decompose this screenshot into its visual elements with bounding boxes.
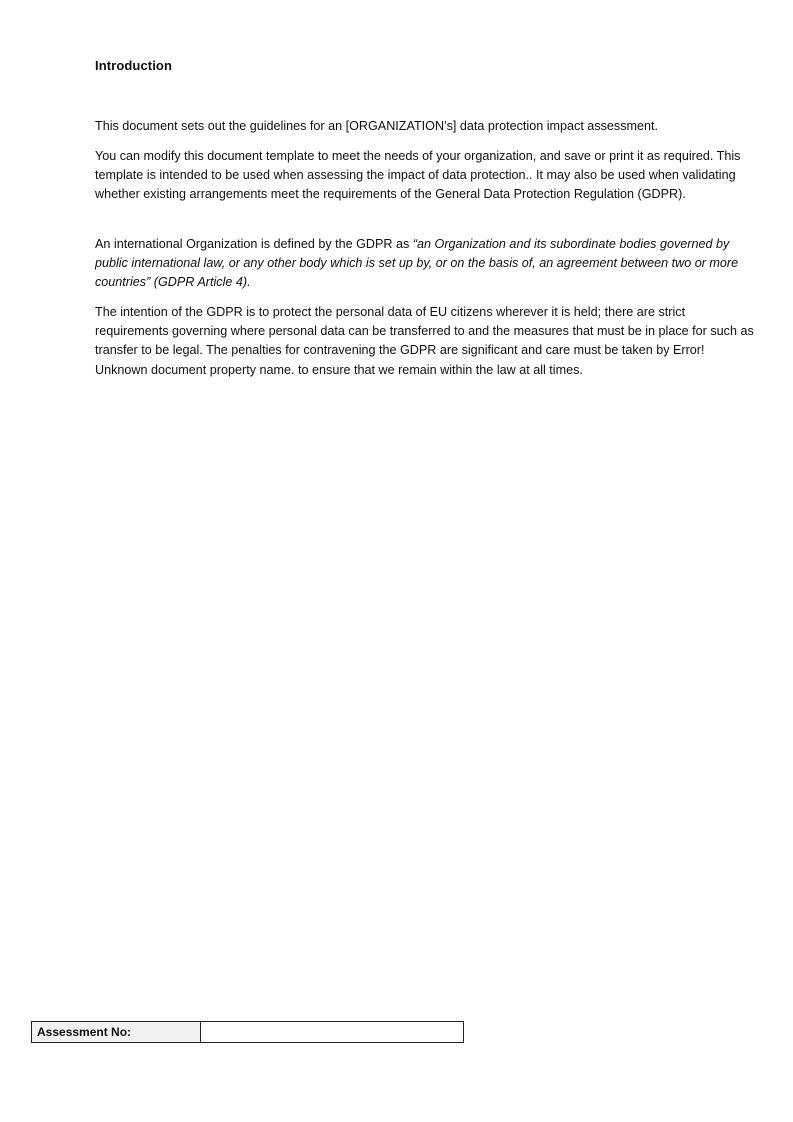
paragraph-purpose: This document sets out the guidelines for an [ORGANIZATION’s] data protection impact assessment. [95,119,659,133]
assessment-number-value [201,1022,463,1042]
assessment-number-label: Assessment No: [32,1022,201,1042]
gdpr-definition-quote: “an Organization and its subordinate bodies governed by public international law, or any other body which is set up by, or on the basis of, an agreement between two or more countries” (GDPR Article 4). [95,237,739,290]
assessment-number-table [31,1021,464,1043]
paragraph-gdpr-intention: The intention of the GDPR is to protect the personal data of EU citizens wherever it is held; there are strict requirements governing where personal data can be transferred to and the measures that must be in place for such as transfer to be legal. The penalties for contravening the GDPR are significant and care must be taken by Error! Unknown document property name. to ensure that we remain within the law at all times. [95,305,754,377]
section-heading: Introduction [95,58,173,73]
paragraph-international-organization [95,235,755,293]
paragraph-template-usage: You can modify this document template to meet the needs of your organization, and save or print it as required. This template is intended to be used when assessing the impact of data protection.. It may also be used when validating whether existing arrangements meet the requirements of the General Data Protection Regulation (GDPR). [95,149,741,202]
paragraph-international-organization-lead: An international Organization is defined by the GDPR as [95,237,413,251]
